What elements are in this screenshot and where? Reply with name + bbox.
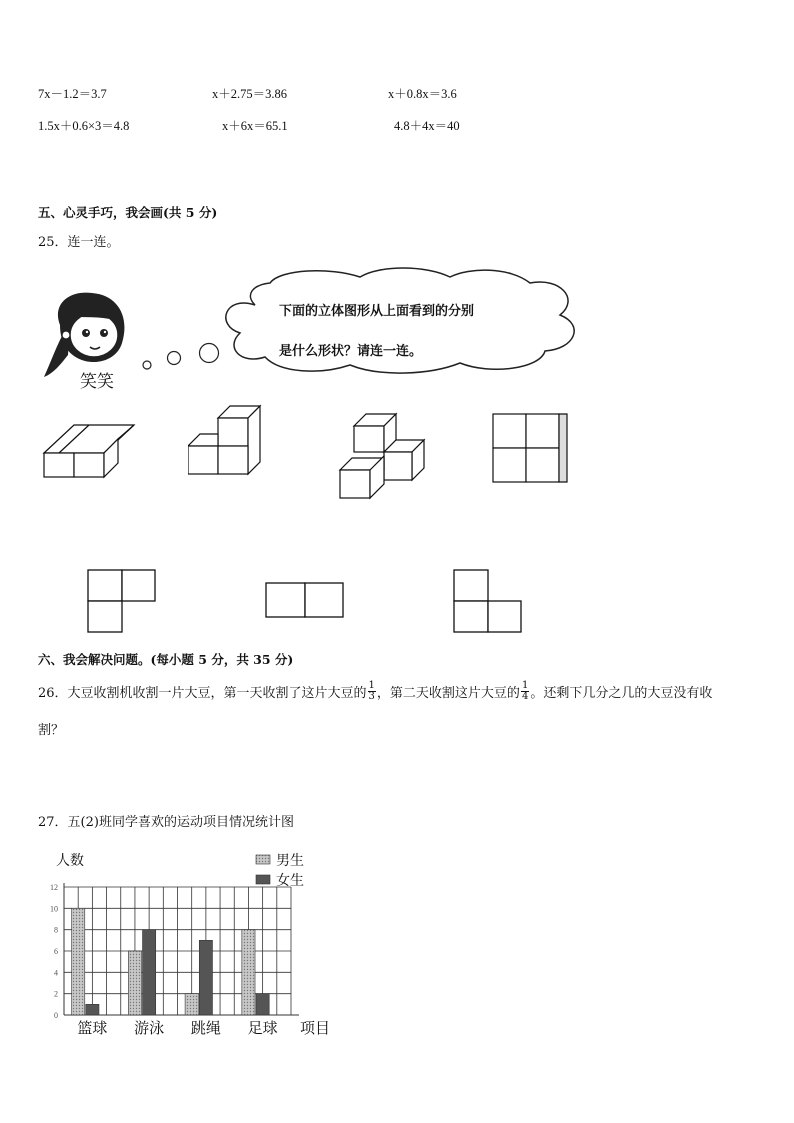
bar-boys-0 — [72, 908, 85, 1015]
x-tick-label: 游泳 — [134, 1019, 165, 1037]
fraction-one-quarter — [521, 681, 529, 702]
top-view-1 — [86, 568, 158, 634]
solid-figure-3 — [338, 412, 428, 502]
solid-figure-1 — [42, 423, 182, 483]
bar-boys-3 — [242, 930, 255, 1015]
question-27: 27．五(2)班同学喜欢的运动项目情况统计图 — [38, 815, 294, 830]
q26-text-3: 。还剩下几分之几的大豆没有收 — [530, 686, 713, 701]
top-view-3 — [452, 568, 524, 634]
legend-swatch-1 — [256, 875, 270, 884]
section-5-title: 五、心灵手巧，我会画(共 5 分) — [38, 205, 218, 220]
section-6-title: 六、我会解决问题。(每小题 5 分，共 35 分) — [38, 652, 294, 667]
bubble-text-line1: 下面的立体图形从上面看到的分别 — [279, 304, 475, 319]
x-tick-label: 跳绳 — [190, 1019, 221, 1037]
legend-label-1: 女生 — [276, 873, 304, 889]
y-tick-label: 10 — [50, 904, 58, 914]
legend-label-0: 男生 — [276, 853, 304, 869]
legend-swatch-0 — [256, 855, 270, 864]
bar-girls-1 — [143, 930, 156, 1015]
equation-6: 4.8＋4x＝40 — [394, 119, 460, 133]
top-view-2 — [264, 581, 346, 621]
equation-3: x＋0.8x＝3.6 — [388, 87, 457, 101]
bar-boys-2 — [185, 994, 198, 1015]
bubble-text-line2: 是什么形状？请连一连。 — [279, 344, 423, 359]
equation-5: x＋6x＝65.1 — [222, 119, 288, 133]
y-tick-label: 4 — [54, 968, 58, 978]
y-tick-label: 0 — [54, 1011, 58, 1020]
y-axis-title: 人数 — [56, 853, 84, 869]
y-tick-label: 12 — [50, 883, 58, 892]
q26-text-2: ，第二天收割这片大豆的 — [376, 686, 520, 701]
fraction-2-numerator: 1 — [521, 680, 529, 691]
bar-boys-1 — [128, 951, 141, 1015]
equation-2: x＋2.75＝3.86 — [212, 87, 288, 101]
equation-1: 7x－1.2＝3.7 — [38, 87, 107, 101]
bar-girls-3 — [256, 994, 269, 1015]
thought-illustration — [30, 265, 590, 395]
question-26 — [38, 682, 712, 704]
question-26-line2: 割？ — [38, 723, 65, 738]
x-axis-title: 项目 — [300, 1019, 331, 1037]
y-tick-label: 8 — [54, 925, 58, 935]
x-tick-label: 足球 — [247, 1019, 278, 1037]
question-25: 25．连一连。 — [38, 235, 120, 250]
solid-figure-4 — [491, 412, 571, 486]
bar-chart — [36, 845, 356, 1045]
equation-4: 1.5x＋0.6×3＝4.8 — [38, 119, 130, 133]
fraction-1-denominator: 3 — [368, 691, 375, 702]
fraction-1-numerator: 1 — [368, 680, 375, 691]
solid-figure-2 — [188, 404, 268, 484]
y-tick-label: 6 — [54, 947, 58, 956]
x-tick-label: 篮球 — [77, 1019, 108, 1037]
fraction-one-third — [368, 681, 376, 702]
y-tick-label: 2 — [54, 989, 58, 999]
q26-text-1: 26．大豆收割机收割一片大豆，第一天收割了这片大豆的 — [38, 686, 367, 701]
fraction-2-denominator: 4 — [521, 691, 529, 702]
girl-name-label: 笑笑 — [80, 372, 114, 392]
bar-girls-0 — [86, 1004, 99, 1015]
bar-girls-2 — [199, 940, 212, 1015]
girl-icon — [44, 293, 124, 377]
